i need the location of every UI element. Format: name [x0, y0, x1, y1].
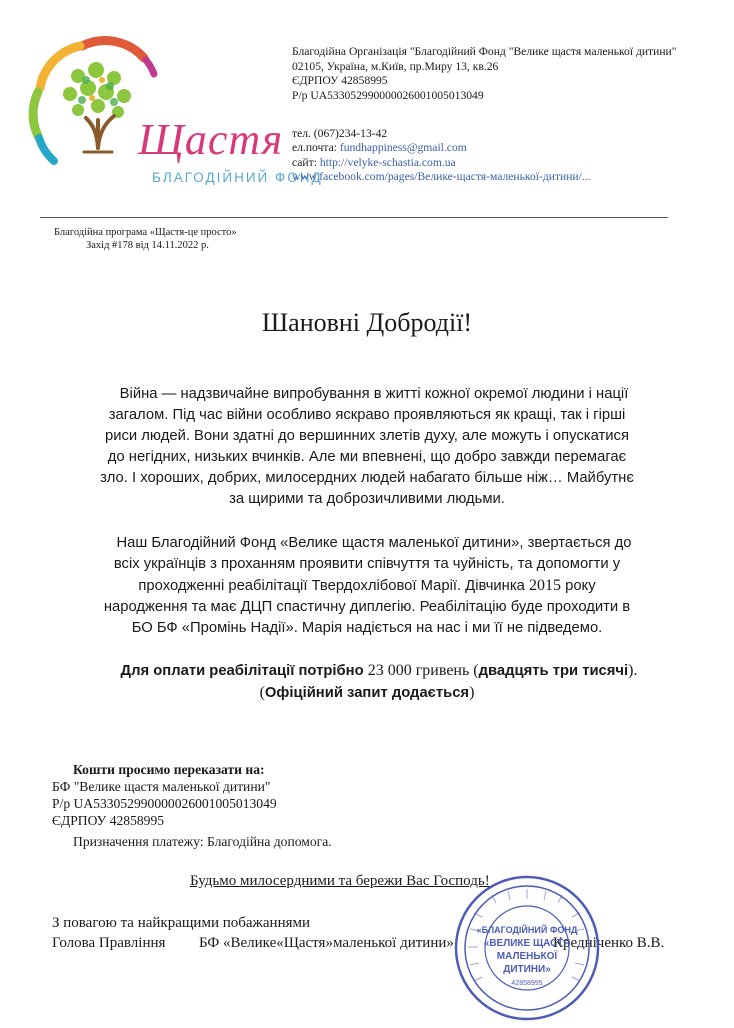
- org-account: Р/р UA533052990000026001005013049: [292, 88, 484, 102]
- logo-wordmark: Щастя: [138, 115, 284, 164]
- line-text: року: [560, 578, 596, 594]
- paragraph-line: БО БФ «Промінь Надії». Марія надіється на нас і ми її не підведемо.: [131, 620, 603, 636]
- payment-recipient: БФ "Велике щастя маленької дитини": [52, 779, 271, 794]
- org-contacts: [292, 127, 712, 184]
- paragraph-line: за щирими та доброзичливими людьми.: [229, 491, 505, 507]
- org-email-row: [292, 141, 712, 155]
- stamp-seal: [452, 873, 602, 1023]
- stamp-line: МАЛЕНЬКОЇ: [496, 951, 558, 962]
- request-note: [30, 682, 704, 704]
- stamp-line: «БЛАГОДІЙНИЙ ФОНД: [476, 925, 578, 935]
- org-details: [292, 45, 712, 103]
- paragraph-line: до негідних, низьких вчинків. Але ми впевнені, що добро завжди перемагає: [107, 449, 627, 465]
- stamp-line: ДИТИНИ»: [503, 964, 551, 975]
- program-event: Захід #178 від 14.11.2022 р.: [86, 240, 209, 251]
- greeting-title: Шановні Добродії!: [261, 308, 473, 337]
- bracket: ).: [628, 662, 638, 679]
- payment-title: Кошти просимо переказати на:: [73, 762, 265, 777]
- amount-value: 23 000 гривень: [367, 662, 470, 679]
- paragraph-line: народження та має ДЦП спастичну диплегію. Реабілітацію буде проходити в: [103, 599, 631, 615]
- org-edrpou: ЄДРПОУ 42858995: [292, 74, 388, 88]
- paragraph-line: загалом. Під час війни особливо яскраво проявляються як кращі, так і гірші: [108, 407, 626, 423]
- birth-year: 2015: [528, 577, 561, 594]
- email-label: ел.почта:: [292, 141, 340, 155]
- amount-words: двадцять три тисячі: [478, 663, 629, 679]
- org-phone: тел. (067)234-13-42: [292, 127, 388, 140]
- stamp-code: 42858995: [511, 980, 543, 987]
- signature-org: БФ «Велике«Щастя»маленької дитини»: [199, 935, 454, 951]
- bracket: (: [259, 684, 265, 701]
- program-name: Благодійна програма «Щастя-це просто»: [54, 227, 237, 238]
- stamp-line: «ВЕЛИКЕ ЩАСТЯ: [483, 938, 571, 949]
- paragraph-line: зло. І хороших, добрих, милосердних людей набагато більше ніж… Майбутнє: [100, 470, 634, 486]
- org-site-row: [292, 156, 712, 170]
- bracket: (: [469, 662, 479, 679]
- paragraph-line: Війна — надзвичайне випробування в житті кожної окремої людини і нації: [119, 386, 629, 402]
- paragraph-war: [30, 384, 704, 510]
- org-name: Благодійна Організація "Благодійний Фонд "Велике щастя маленької дитини": [292, 45, 677, 58]
- email-link[interactable]: fundhappiness@gmail.com: [339, 141, 467, 155]
- facebook-link[interactable]: www.facebook.com/pages/Велике-щастя-маленької-дитини/...: [292, 169, 591, 183]
- signature-position: Голова Правління: [52, 935, 166, 951]
- paragraph-line: всіх українців з проханням проявити співчуття та чуйність, та допомогти у: [113, 556, 621, 572]
- payment-purpose: Призначення платежу: Благодійна допомога.: [73, 834, 332, 849]
- org-address: 02105, Україна, м.Київ, пр.Миру 13, кв.26: [292, 59, 499, 73]
- paragraph-line: риси людей. Вони здатні до вершинних злетів духу, але можуть і опускатися: [105, 428, 629, 444]
- amount-line: [30, 660, 704, 682]
- logo-subtitle: БЛАГОДІЙНИЙ ФОНД: [152, 170, 323, 185]
- site-label: сайт:: [292, 155, 320, 169]
- header-divider: [40, 217, 668, 218]
- bracket: ): [469, 684, 475, 701]
- payment-account: Р/р UA533052990000026001005013049: [52, 796, 277, 811]
- payment-edrpou: ЄДРПОУ 42858995: [52, 813, 165, 828]
- paragraph-line: Наш Благодійний Фонд «Велике щастя маленької дитини», звертається до: [116, 535, 632, 551]
- regards-line: З повагою та найкращими побажаннями: [52, 915, 311, 931]
- paragraph-amount: [30, 660, 704, 704]
- line-text: Для оплати реабілітації потрібно: [120, 663, 368, 679]
- payment-details: [52, 761, 332, 850]
- closing-motto: Будьмо милосердними та бережи Вас Господь!: [190, 873, 490, 889]
- line-text: проходженні реабілітації Твердохлібової Марії. Дівчинка: [138, 578, 529, 594]
- line-text: Офіційний запит додається: [264, 685, 470, 701]
- site-link[interactable]: http://velyke-schastia.com.ua: [319, 155, 456, 169]
- signature-name: Кредніченко В.В.: [553, 935, 665, 951]
- paragraph-request: [30, 533, 704, 639]
- official-stamp: [452, 873, 602, 1023]
- paragraph-line: [30, 575, 704, 597]
